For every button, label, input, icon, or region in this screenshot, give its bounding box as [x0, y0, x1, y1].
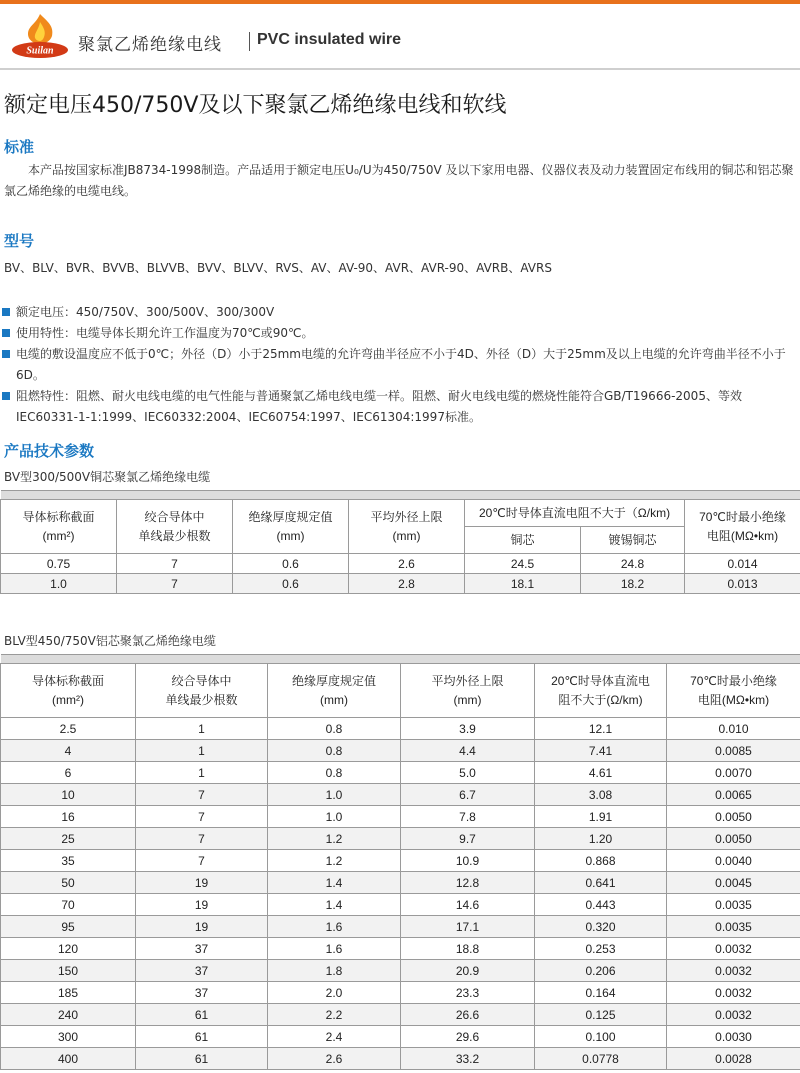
table-cell: 61 [136, 1026, 268, 1048]
table-cell: 1.0 [268, 806, 401, 828]
table-cell: 3.9 [401, 718, 535, 740]
table-cell: 10.9 [401, 850, 535, 872]
table-cell: 1 [136, 762, 268, 784]
table-cell: 5.0 [401, 762, 535, 784]
bullet-square-icon [2, 329, 10, 337]
col-area: 导体标称截面 (mm²) [1, 500, 117, 554]
table-cell: 0.0040 [667, 850, 800, 872]
table-cell: 0.0028 [667, 1048, 800, 1070]
table-cell: 1.2 [268, 850, 401, 872]
table-cell: 0.0070 [667, 762, 800, 784]
table-cell: 2.4 [268, 1026, 401, 1048]
table-cell: 150 [1, 960, 136, 982]
table-cell: 0.0085 [667, 740, 800, 762]
table-cell: 0.014 [685, 554, 800, 574]
bullet-rated-voltage: 额定电压：450/750V、300/500V、300/300V [0, 302, 800, 323]
table-cell: 0.164 [535, 982, 667, 1004]
table-cell: 185 [1, 982, 136, 1004]
table-row [1, 740, 800, 762]
table-cell: 400 [1, 1048, 136, 1070]
table-row [1, 982, 800, 1004]
table-row [1, 872, 800, 894]
table-cell: 2.0 [268, 982, 401, 1004]
table-cell: 35 [1, 850, 136, 872]
col-area: 导体标称截面 (mm²) [1, 664, 136, 718]
table-cell: 0.0065 [667, 784, 800, 806]
table-cell: 0.0778 [535, 1048, 667, 1070]
header-title-en: PVC insulated wire [257, 31, 402, 48]
bullet-laying-temperature: 电缆的敷设温度应不低于0℃；外径（D）小于25mm电缆的允许弯曲半径应不小于4D、外径（D）大于25mm及以上电缆的允许弯曲半径不小于6D。 [0, 344, 800, 386]
table-cell: 9.7 [401, 828, 535, 850]
table-cell: 0.641 [535, 872, 667, 894]
table-cell: 7 [117, 554, 233, 574]
table-row [1, 574, 800, 594]
col-strands: 绞合导体中 单线最少根数 [117, 500, 233, 554]
table-row [1, 1048, 800, 1070]
table-cell: 18.1 [465, 574, 581, 594]
page-header [0, 4, 800, 66]
bullet-usage: 使用特性：电缆导体长期允许工作温度为70℃或90℃。 [0, 323, 800, 344]
table-cell: 61 [136, 1004, 268, 1026]
table-cell: 50 [1, 872, 136, 894]
standard-heading: 标准 [4, 138, 35, 156]
table-cell: 2.5 [1, 718, 136, 740]
table-cell: 1.20 [535, 828, 667, 850]
table-row [1, 784, 800, 806]
table-cell: 0.0035 [667, 894, 800, 916]
table-cell: 6.7 [401, 784, 535, 806]
table-cell: 95 [1, 916, 136, 938]
table-cell: 7 [136, 850, 268, 872]
table-cell: 0.0050 [667, 828, 800, 850]
table-cell: 37 [136, 938, 268, 960]
table-cell: 0.0032 [667, 982, 800, 1004]
models-list: BV、BLV、BVR、BVVB、BLVVB、BVV、BLVV、RVS、AV、AV-90、AVR、AVR-90、AVRB、AVRS [4, 261, 552, 275]
table-row [1, 718, 800, 740]
table-row [1, 894, 800, 916]
table-cell: 1.6 [268, 916, 401, 938]
table-cell: 37 [136, 982, 268, 1004]
col-outer-diameter: 平均外径上限 (mm) [349, 500, 465, 554]
table-cell: 25 [1, 828, 136, 850]
flame-logo-icon [8, 12, 72, 60]
bullet-flame-retardant: 阻燃特性：阻燃、耐火电线电缆的电气性能与普通聚氯乙烯电线电缆一样。阻燃、耐火电线电缆的燃烧性能符合GB/T19666-2005、等效IEC60331-1-1:1999、IEC60332:2004、IEC60754:1997、IEC61304:1997标准。 [0, 386, 800, 428]
table-cell: 0.0032 [667, 1004, 800, 1026]
table-cell: 2.2 [268, 1004, 401, 1026]
table-cell: 4.4 [401, 740, 535, 762]
table-cell: 0.75 [1, 554, 117, 574]
table-cell: 0.010 [667, 718, 800, 740]
table-cell: 7 [136, 784, 268, 806]
table-cell: 4.61 [535, 762, 667, 784]
brand-logo [8, 12, 72, 60]
table-cell: 19 [136, 872, 268, 894]
table-cell: 18.2 [581, 574, 685, 594]
col-insulation-resistance: 70℃时最小绝缘 电阻(MΩ•km) [685, 500, 800, 554]
table-cell: 7 [136, 806, 268, 828]
table-cell: 70 [1, 894, 136, 916]
bv-spec-table [0, 490, 800, 594]
bullet-square-icon [2, 308, 10, 316]
table-cell: 0.443 [535, 894, 667, 916]
col-resistance: 20℃时导体直流电 阻不大于(Ω/km) [535, 664, 667, 718]
table-cell: 17.1 [401, 916, 535, 938]
table-row [1, 806, 800, 828]
table-row [1, 850, 800, 872]
page-title: 额定电压450/750V及以下聚氯乙烯绝缘电线和软线 [4, 93, 507, 118]
blv-spec-table [0, 654, 800, 1070]
bullet-square-icon [2, 392, 10, 400]
table-cell: 37 [136, 960, 268, 982]
table-row [1, 828, 800, 850]
models-heading: 型号 [4, 232, 35, 250]
svg-text:Suilan: Suilan [26, 45, 54, 57]
table-row [1, 916, 800, 938]
table-cell: 0.013 [685, 574, 800, 594]
table-cell: 0.206 [535, 960, 667, 982]
bullet-square-icon [2, 350, 10, 358]
table-cell: 26.6 [401, 1004, 535, 1026]
table-cell: 19 [136, 894, 268, 916]
table-cell: 0.8 [268, 740, 401, 762]
col-insulation: 绝缘厚度规定值 (mm) [233, 500, 349, 554]
table-cell: 12.1 [535, 718, 667, 740]
table-row [1, 1004, 800, 1026]
col-insulation-resistance: 70℃时最小绝缘 电阻(MΩ•km) [667, 664, 800, 718]
table-cell: 1.2 [268, 828, 401, 850]
table-cell: 0.6 [233, 574, 349, 594]
table-cell: 2.8 [349, 574, 465, 594]
table-cell: 2.6 [268, 1048, 401, 1070]
table-row [1, 938, 800, 960]
table-cell: 0.6 [233, 554, 349, 574]
table-cell: 20.9 [401, 960, 535, 982]
table-cell: 7 [117, 574, 233, 594]
params-heading: 产品技术参数 [4, 442, 95, 460]
table-row [1, 960, 800, 982]
table-row [1, 554, 800, 574]
col-resistance: 20℃时导体直流电阻不大于（Ω/km) [465, 500, 685, 527]
col-strands: 绞合导体中 单线最少根数 [136, 664, 268, 718]
table-cell: 19 [136, 916, 268, 938]
table-cell: 0.0035 [667, 916, 800, 938]
table-cell: 4 [1, 740, 136, 762]
table-cell: 0.0030 [667, 1026, 800, 1048]
table-cell: 1.6 [268, 938, 401, 960]
table-cell: 0.253 [535, 938, 667, 960]
col-copper: 铜芯 [465, 527, 581, 554]
table-cell: 14.6 [401, 894, 535, 916]
table-cell: 18.8 [401, 938, 535, 960]
blv-table-caption: BLV型450/750V铝芯聚氯乙烯绝缘电缆 [4, 634, 216, 648]
header-divider [249, 32, 250, 51]
table-cell: 7.41 [535, 740, 667, 762]
table-cell: 0.0050 [667, 806, 800, 828]
table-cell: 0.0032 [667, 938, 800, 960]
table-cell: 1.0 [1, 574, 117, 594]
table-cell: 0.0045 [667, 872, 800, 894]
table-cell: 0.125 [535, 1004, 667, 1026]
table-cell: 1 [136, 718, 268, 740]
table-cell: 7 [136, 828, 268, 850]
standard-text: 本产品按国家标准JB8734-1998制造。产品适用于额定电压U₀/U为450/750V 及以下家用电器、仪器仪表及动力装置固定布线用的铜芯和铝芯聚氯乙烯绝缘的电缆电线。 [4, 163, 794, 198]
header-title-cn: 聚氯乙烯绝缘电线 [78, 35, 222, 55]
bv-table-caption: BV型300/500V铜芯聚氯乙烯绝缘电缆 [4, 470, 211, 484]
table-cell: 0.868 [535, 850, 667, 872]
table-cell: 10 [1, 784, 136, 806]
table-cell: 24.5 [465, 554, 581, 574]
table-cell: 0.8 [268, 718, 401, 740]
table-cell: 33.2 [401, 1048, 535, 1070]
col-insulation: 绝缘厚度规定值 (mm) [268, 664, 401, 718]
table-cell: 1.0 [268, 784, 401, 806]
table-cell: 6 [1, 762, 136, 784]
table-cell: 3.08 [535, 784, 667, 806]
table-cell: 1.91 [535, 806, 667, 828]
table-cell: 240 [1, 1004, 136, 1026]
table-cell: 0.320 [535, 916, 667, 938]
table-cell: 1.8 [268, 960, 401, 982]
table-row [1, 762, 800, 784]
table-cell: 23.3 [401, 982, 535, 1004]
table-cell: 0.100 [535, 1026, 667, 1048]
table-cell: 1.4 [268, 894, 401, 916]
table-cell: 300 [1, 1026, 136, 1048]
feature-bullets [0, 302, 800, 428]
table-cell: 12.8 [401, 872, 535, 894]
table-cell: 16 [1, 806, 136, 828]
col-outer-diameter: 平均外径上限 (mm) [401, 664, 535, 718]
table-cell: 2.6 [349, 554, 465, 574]
table-cell: 0.8 [268, 762, 401, 784]
col-tinned-copper: 镀锡铜芯 [581, 527, 685, 554]
table-cell: 24.8 [581, 554, 685, 574]
table-cell: 29.6 [401, 1026, 535, 1048]
table-cell: 7.8 [401, 806, 535, 828]
header-underline [0, 68, 800, 70]
table-row [1, 1026, 800, 1048]
table-cell: 0.0032 [667, 960, 800, 982]
table-cell: 120 [1, 938, 136, 960]
table-cell: 1.4 [268, 872, 401, 894]
table-cell: 1 [136, 740, 268, 762]
table-cell: 61 [136, 1048, 268, 1070]
